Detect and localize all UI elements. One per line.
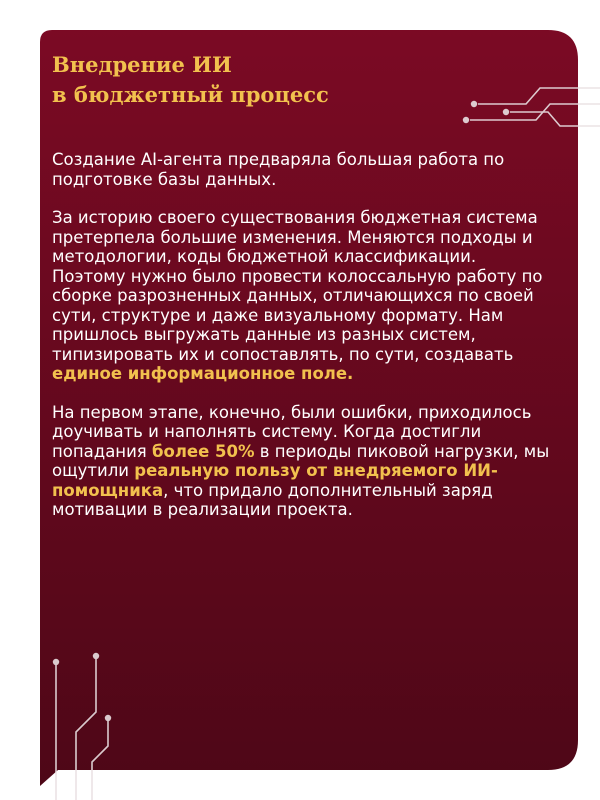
paragraph-results xyxy=(52,403,552,520)
title-line-2: в бюджетный процесс xyxy=(52,82,329,107)
paragraph-intro: Создание AI-агента предваряла большая работа по подготовке базы данных. xyxy=(52,150,505,189)
card-content xyxy=(52,50,552,520)
highlight-unified-info-field: единое информационное поле. xyxy=(52,364,354,383)
paragraph-results-text-2: в периоды пиковой нагрузки, мы ощутили xyxy=(52,441,550,480)
paragraph-results-text-3: , что придало дополнительный заряд мотивации в реализации проекта. xyxy=(52,480,493,519)
paragraph-results-text-1: На первом этапе, конечно, были ошибки, приходилось доучивать и наполнять систему. Когда достигли попадания xyxy=(52,402,532,461)
paragraph-history xyxy=(52,208,552,384)
paragraph-history-text: За историю своего существования бюджетная система претерпела большие изменения. Меняются подходы и методологии, коды бюджетной классификации. Поэтому нужно было провести колоссальную работу по сборке разрозненных данных, отличающихся по своей сути, структуре и даже визуальному формату. Нам пришлось выгружать данные из разных систем, типизировать их и сопоставлять, по сути, создавать xyxy=(52,208,543,364)
title-line-1: Внедрение ИИ xyxy=(52,52,232,77)
highlight-real-benefit: реальную пользу от внедряемого ИИ-помощника xyxy=(52,461,498,500)
page-title xyxy=(52,50,552,110)
highlight-more-than-50: более 50% xyxy=(151,441,255,461)
